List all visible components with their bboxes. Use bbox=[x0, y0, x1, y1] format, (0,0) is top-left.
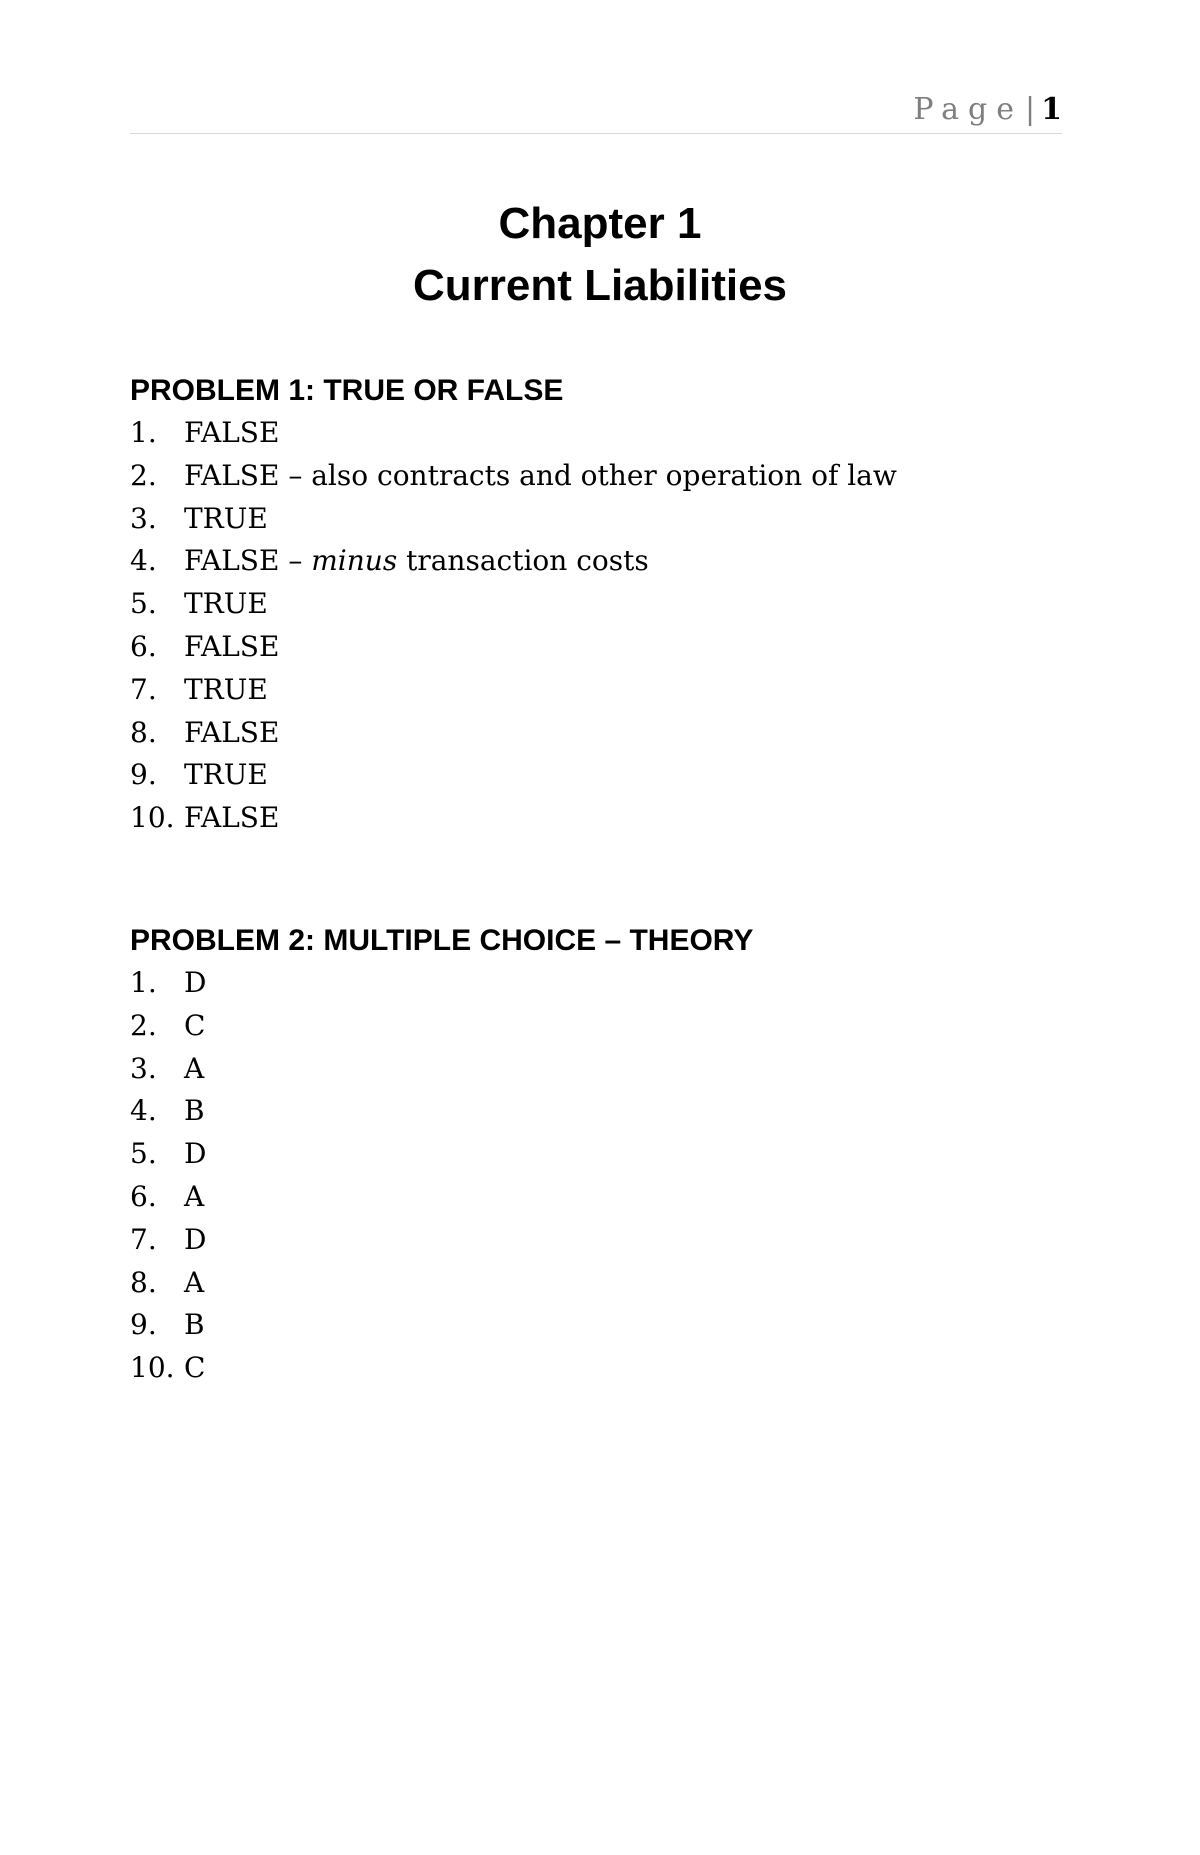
list-item bbox=[130, 797, 1062, 840]
item-answer-text bbox=[184, 1347, 205, 1390]
item-answer: FALSE bbox=[184, 544, 280, 578]
list-item bbox=[130, 455, 1062, 498]
list-item bbox=[130, 1005, 1062, 1048]
item-number: 6. bbox=[130, 1179, 157, 1213]
list-item bbox=[130, 1048, 1062, 1091]
item-answer-text bbox=[184, 962, 206, 1005]
problem-1-answer-list bbox=[130, 412, 1062, 840]
list-item bbox=[130, 962, 1062, 1005]
list-item bbox=[130, 1219, 1062, 1262]
item-answer-text bbox=[184, 797, 279, 840]
item-answer: A bbox=[184, 1179, 205, 1213]
chapter-name: Current Liabilities bbox=[412, 261, 788, 310]
list-item bbox=[130, 583, 1062, 626]
item-answer: TRUE bbox=[184, 672, 268, 706]
item-answer-text bbox=[184, 669, 268, 712]
problem-1-section bbox=[130, 370, 1062, 840]
item-answer: C bbox=[184, 1008, 206, 1042]
list-item bbox=[130, 1304, 1062, 1347]
item-answer: FALSE bbox=[184, 629, 280, 663]
item-answer-text bbox=[184, 540, 649, 583]
item-answer-text bbox=[184, 1262, 204, 1305]
list-item bbox=[130, 1133, 1062, 1176]
problem-2-section bbox=[130, 920, 1062, 1390]
page-word: Page bbox=[913, 92, 1024, 127]
list-item bbox=[130, 412, 1062, 455]
page-header bbox=[130, 88, 1062, 134]
item-number: 8. bbox=[130, 1265, 157, 1299]
problem-2-heading: PROBLEM 2: MULTIPLE CHOICE – THEORY bbox=[130, 924, 754, 957]
item-number: 10. bbox=[130, 1351, 175, 1385]
item-number: 9. bbox=[130, 1308, 157, 1342]
list-item bbox=[130, 669, 1062, 712]
item-note-emphasis: minus bbox=[311, 544, 398, 578]
list-item bbox=[130, 1347, 1062, 1390]
problem-1-heading: PROBLEM 1: TRUE OR FALSE bbox=[130, 374, 564, 407]
item-answer-text bbox=[184, 583, 268, 626]
item-answer: TRUE bbox=[184, 587, 268, 621]
item-number: 7. bbox=[130, 672, 157, 706]
item-answer: A bbox=[184, 1051, 205, 1085]
item-note: – bbox=[279, 544, 312, 578]
item-number: 3. bbox=[130, 1051, 157, 1085]
item-number: 5. bbox=[130, 587, 157, 621]
item-number: 2. bbox=[130, 458, 157, 492]
item-number: 2. bbox=[130, 1008, 157, 1042]
item-number: 4. bbox=[130, 1094, 157, 1128]
item-note: – also contracts and other operation of law bbox=[279, 458, 897, 492]
item-answer-text bbox=[184, 1304, 205, 1347]
item-answer-text bbox=[184, 1219, 206, 1262]
page-separator: | bbox=[1025, 92, 1036, 127]
page-number-label bbox=[913, 92, 1062, 128]
list-item bbox=[130, 626, 1062, 669]
item-note: transaction costs bbox=[397, 544, 649, 578]
item-answer: A bbox=[184, 1265, 205, 1299]
item-answer: FALSE bbox=[184, 416, 280, 449]
item-answer-text bbox=[184, 498, 268, 541]
page-number: 1 bbox=[1041, 92, 1062, 127]
item-answer-text bbox=[184, 1176, 204, 1219]
problem-2-answer-list bbox=[130, 962, 1062, 1390]
list-item bbox=[130, 712, 1062, 755]
item-number: 8. bbox=[130, 715, 157, 749]
item-answer-text bbox=[184, 1090, 205, 1133]
item-answer: D bbox=[184, 1137, 207, 1171]
item-number: 1. bbox=[130, 966, 157, 999]
chapter-title bbox=[0, 193, 1200, 317]
item-number: 9. bbox=[130, 758, 157, 792]
list-item bbox=[130, 1262, 1062, 1305]
item-answer-text bbox=[184, 712, 279, 755]
item-number: 4. bbox=[130, 544, 157, 578]
item-answer: FALSE bbox=[184, 801, 280, 835]
chapter-number: Chapter 1 bbox=[498, 199, 702, 248]
item-answer: D bbox=[184, 966, 207, 999]
item-number: 3. bbox=[130, 501, 157, 535]
list-item bbox=[130, 540, 1062, 583]
item-answer-text bbox=[184, 1048, 204, 1091]
list-item bbox=[130, 1090, 1062, 1133]
item-answer-text bbox=[184, 455, 897, 498]
item-number: 5. bbox=[130, 1137, 157, 1171]
list-item bbox=[130, 498, 1062, 541]
item-answer: B bbox=[184, 1308, 205, 1342]
item-answer-text bbox=[184, 1005, 205, 1048]
item-number: 10. bbox=[130, 801, 175, 835]
item-answer: B bbox=[184, 1094, 205, 1128]
item-answer: FALSE bbox=[184, 715, 280, 749]
item-answer: FALSE bbox=[184, 458, 280, 492]
item-answer: C bbox=[184, 1351, 206, 1385]
item-answer: TRUE bbox=[184, 501, 268, 535]
item-number: 1. bbox=[130, 416, 157, 449]
item-answer: TRUE bbox=[184, 758, 268, 792]
item-answer-text bbox=[184, 1133, 206, 1176]
item-answer-text bbox=[184, 412, 279, 455]
item-number: 6. bbox=[130, 629, 157, 663]
item-answer-text bbox=[184, 626, 279, 669]
item-number: 7. bbox=[130, 1222, 157, 1256]
list-item bbox=[130, 754, 1062, 797]
item-answer-text bbox=[184, 754, 268, 797]
list-item bbox=[130, 1176, 1062, 1219]
item-answer: D bbox=[184, 1222, 207, 1256]
